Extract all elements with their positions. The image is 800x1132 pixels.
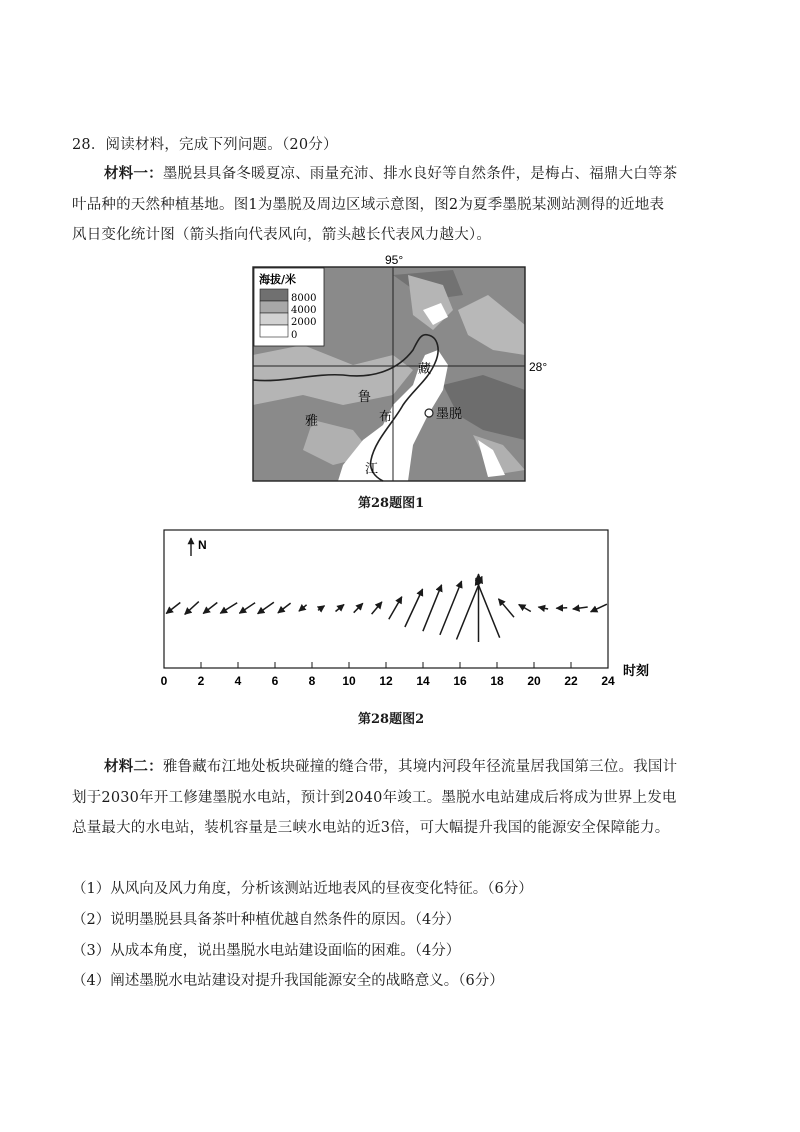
wind-arrow	[185, 602, 199, 615]
wind-arrow	[538, 607, 548, 609]
wind-arrow	[278, 603, 291, 613]
map-town-marker	[425, 409, 433, 417]
x-tick-label: 4	[234, 674, 242, 686]
map-latitude-label: 28°	[529, 360, 548, 374]
x-tick-label: 20	[527, 674, 541, 686]
x-tick-label: 22	[564, 674, 578, 686]
map-longitude-label: 95°	[385, 255, 404, 267]
x-tick-label: 14	[416, 674, 430, 686]
legend-swatch-low	[260, 313, 288, 325]
x-axis-ticks	[161, 662, 615, 686]
wind-arrow	[519, 605, 531, 612]
figure1-caption: 第28题图1	[358, 496, 425, 511]
material2-text-1: 雅鲁藏布江地处板块碰撞的缝合带，其境内河段年径流量居我国第三位。我国计	[162, 759, 678, 775]
legend-swatch-mid	[260, 301, 288, 313]
map-river-char-zang: 藏	[418, 362, 432, 377]
north-label: N	[198, 538, 207, 552]
material2-label: 材料二：	[104, 758, 163, 775]
wind-arrow	[318, 606, 325, 611]
legend-value-4000: 4000	[291, 305, 317, 316]
figure2-caption: 第28题图2	[358, 712, 425, 727]
wind-arrow	[423, 585, 442, 631]
x-tick-label: 10	[342, 674, 356, 686]
wind-arrow	[239, 603, 255, 614]
wind-arrow	[166, 603, 180, 614]
material2-line-1	[104, 755, 677, 776]
question-header: 28．阅读材料，完成下列问题。（20分）	[72, 137, 338, 153]
figure1-map	[243, 255, 563, 487]
wind-arrow	[372, 602, 382, 614]
subquestion-2: （2）说明墨脱县具备茶叶种植优越自然条件的原因。（4分）	[72, 912, 461, 928]
material1-label: 材料一：	[104, 165, 163, 182]
map-town-label: 墨脱	[436, 407, 463, 422]
wind-arrow	[499, 599, 515, 617]
wind-arrow	[405, 589, 423, 627]
wind-arrow	[258, 602, 274, 613]
legend-title: 海拔/米	[259, 273, 297, 286]
x-tick-label: 6	[271, 674, 279, 686]
wind-arrow	[440, 581, 462, 635]
material2-line-2: 划于2030年开工修建墨脱水电站，预计到2040年竣工。墨脱水电站建成后将成为世界上发电	[72, 790, 677, 806]
material1-line-3: 风日变化统计图（箭头指向代表风向，箭头越长代表风力越大）。	[72, 227, 492, 243]
legend-value-8000: 8000	[291, 293, 317, 304]
wind-arrow	[389, 597, 402, 620]
wind-arrow	[203, 603, 217, 614]
figure2-wind-chart	[150, 520, 670, 686]
legend-swatch-lowest	[260, 325, 288, 337]
map-river-char-jiang: 江	[365, 462, 379, 477]
subquestion-4: （4）阐述墨脱水电站建设对提升我国能源安全的战略意义。（6分）	[72, 973, 504, 989]
x-tick-label: 12	[379, 674, 393, 686]
legend-value-0: 0	[291, 330, 298, 341]
wind-arrow	[476, 578, 500, 637]
material1-text-1: 墨脱县具备冬暖夏凉、雨量充沛、排水良好等自然条件，是梅占、福鼎大白等茶	[162, 166, 678, 182]
wind-arrows	[166, 574, 607, 642]
x-tick-label: 0	[160, 674, 168, 686]
x-tick-label: 8	[308, 674, 316, 686]
x-tick-label: 18	[490, 674, 504, 686]
x-tick-label: 2	[197, 674, 205, 686]
material2-line-3: 总量最大的水电站，装机容量是三峡水电站的近3倍，可大幅提升我国的能源安全保障能力。	[72, 820, 670, 836]
subquestion-1: （1）从风向及风力角度，分析该测站近地表风的昼夜变化特征。（6分）	[72, 881, 533, 897]
wind-arrow	[573, 607, 588, 609]
wind-arrow	[354, 603, 363, 612]
x-axis-label: 时刻	[623, 664, 650, 679]
map-river-char-lu: 鲁	[358, 390, 372, 405]
wind-arrow	[220, 603, 237, 614]
x-tick-label: 16	[453, 674, 467, 686]
map-river-char-ya: 雅	[305, 414, 319, 429]
wind-arrow	[336, 605, 345, 612]
wind-arrow	[299, 605, 307, 611]
legend-swatch-high	[260, 289, 288, 301]
wind-arrow	[591, 604, 607, 612]
legend-value-2000: 2000	[291, 317, 317, 328]
x-tick-label: 24	[601, 674, 615, 686]
map-river-char-bu: 布	[379, 410, 393, 425]
subquestion-3: （3）从成本角度，说出墨脱水电站建设面临的困难。（4分）	[72, 943, 461, 959]
chart-frame	[164, 530, 608, 668]
material1-line-2: 叶品种的天然种植基地。图1为墨脱及周边区域示意图，图2为夏季墨脱某测站测得的近地表	[72, 197, 665, 213]
material1-line-1	[104, 162, 677, 183]
